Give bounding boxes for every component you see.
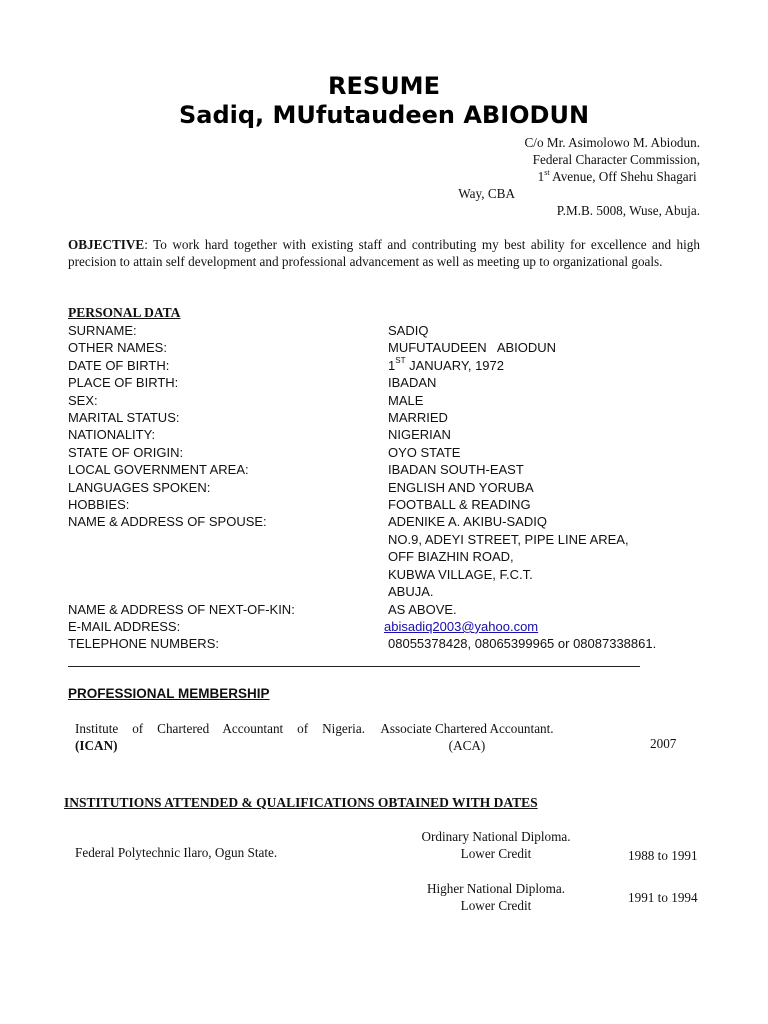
field-value: OYO STATE — [388, 444, 461, 460]
address-line: Way, CBA — [458, 186, 515, 201]
field-value: 08055378428, 08065399965 or 08087338861. — [388, 636, 657, 652]
resume-heading: RESUME — [328, 72, 440, 100]
objective-label: OBJECTIVE — [68, 237, 145, 252]
field-value: 1ST JANUARY, 1972 — [388, 356, 504, 373]
field-label: DATE OF BIRTH: — [68, 357, 170, 373]
field-label: SEX: — [68, 392, 98, 408]
data-row — [68, 409, 708, 426]
data-row — [68, 322, 708, 339]
data-row — [68, 601, 708, 618]
institution-name: Institute of Chartered Accountant of Nigeria. — [75, 721, 365, 736]
personal-data-heading: PERSONAL DATA — [68, 305, 181, 320]
qualification-grade: Lower Credit — [460, 898, 532, 913]
field-value — [384, 618, 708, 635]
membership-qualification — [367, 720, 567, 754]
field-value: NIGERIAN — [388, 427, 451, 443]
education-qualification — [396, 880, 596, 914]
qualification-title: Ordinary National Diploma. — [421, 829, 571, 844]
field-label: PLACE OF BIRTH: — [68, 375, 179, 391]
field-value: IBADAN — [388, 375, 437, 391]
data-row — [68, 392, 708, 409]
field-value: SADIQ — [388, 323, 429, 338]
data-row — [68, 479, 708, 496]
qualification-title: Higher National Diploma. — [426, 881, 566, 896]
field-value — [388, 513, 708, 600]
data-row — [68, 618, 708, 635]
data-row — [68, 635, 708, 652]
qualification-title: Associate Chartered Accountant. — [380, 721, 554, 736]
horizontal-divider — [68, 666, 640, 667]
applicant-name: Sadiq, MUfutaudeen ABIODUN — [178, 101, 590, 129]
education-institution: Federal Polytechnic Ilaro, Ogun State. — [75, 845, 278, 860]
personal-data-table — [68, 322, 708, 653]
field-label: NAME & ADDRESS OF SPOUSE: — [68, 514, 267, 530]
field-label: STATE OF ORIGIN: — [68, 444, 184, 460]
field-label: MARITAL STATUS: — [68, 410, 180, 426]
objective-paragraph — [68, 236, 700, 270]
spouse-address — [388, 513, 708, 600]
qualification-grade: Lower Credit — [460, 846, 532, 861]
data-row — [68, 513, 708, 600]
spouse-address-line: KUBWA VILLAGE, F.C.T. — [388, 566, 533, 582]
membership-institution: Institute of Chartered Accountant of Nigeria. (ICAN) — [75, 721, 365, 753]
data-row — [68, 339, 708, 356]
field-label: NAME & ADDRESS OF NEXT-OF-KIN: — [68, 601, 295, 617]
field-label: LANGUAGES SPOKEN: — [68, 479, 211, 495]
education-years: 1988 to 1991 — [628, 848, 698, 863]
postal-address — [458, 134, 700, 219]
email-link[interactable]: abisadiq2003@yahoo.com — [384, 618, 539, 634]
data-row — [68, 357, 708, 374]
spouse-address-line: NO.9, ADEYI STREET, PIPE LINE AREA, — [388, 531, 629, 547]
field-label: LOCAL GOVERNMENT AREA: — [68, 462, 249, 478]
qualification-abbreviation: (ACA) — [448, 738, 486, 753]
field-label: OTHER NAMES: — [68, 340, 167, 356]
education-qualification — [396, 828, 596, 862]
field-label: NATIONALITY: — [68, 427, 156, 443]
field-label: SURNAME: — [68, 323, 137, 338]
field-value: MARRIED — [388, 410, 448, 426]
membership-year: 2007 — [650, 736, 677, 751]
spouse-address-line: OFF BIAZHIN ROAD, — [388, 549, 514, 565]
institutions-heading: INSTITUTIONS ATTENDED & QUALIFICATIONS OBTAINED WITH DATES — [64, 795, 538, 810]
data-row — [68, 444, 708, 461]
spouse-address-line: ABUJA. — [388, 584, 434, 600]
spouse-address-line: ADENIKE A. AKIBU-SADIQ — [388, 514, 547, 530]
address-line: Federal Character Commission, — [532, 152, 700, 167]
field-value: MALE — [388, 392, 424, 408]
field-label: HOBBIES: — [68, 497, 130, 513]
objective-text: : To work hard together with existing staff and contributing my best ability for excellence and high precision to attain self development and professional advancement as well as meeting up to organizational goals. — [68, 237, 700, 269]
institution-abbreviation: ICAN — [79, 738, 114, 753]
education-years: 1991 to 1994 — [628, 890, 698, 905]
field-label: E-MAIL ADDRESS: — [68, 618, 181, 634]
field-value: FOOTBALL & READING — [388, 497, 531, 513]
professional-membership-heading: PROFESSIONAL MEMBERSHIP — [68, 686, 270, 701]
field-value: ENGLISH AND YORUBA — [388, 479, 534, 495]
address-line: C/o Mr. Asimolowo M. Abiodun. — [524, 135, 700, 150]
field-value: AS ABOVE. — [388, 601, 457, 617]
data-row — [68, 374, 708, 391]
address-line: 1st Avenue, Off Shehu Shagari — [537, 167, 697, 184]
data-row — [68, 496, 708, 513]
data-row — [68, 461, 708, 478]
data-row — [68, 426, 708, 443]
field-label: TELEPHONE NUMBERS: — [68, 636, 219, 652]
field-value: MUFUTAUDEEN ABIODUN — [388, 340, 557, 356]
field-value: IBADAN SOUTH-EAST — [388, 462, 524, 478]
address-line: P.M.B. 5008, Wuse, Abuja. — [556, 203, 700, 218]
